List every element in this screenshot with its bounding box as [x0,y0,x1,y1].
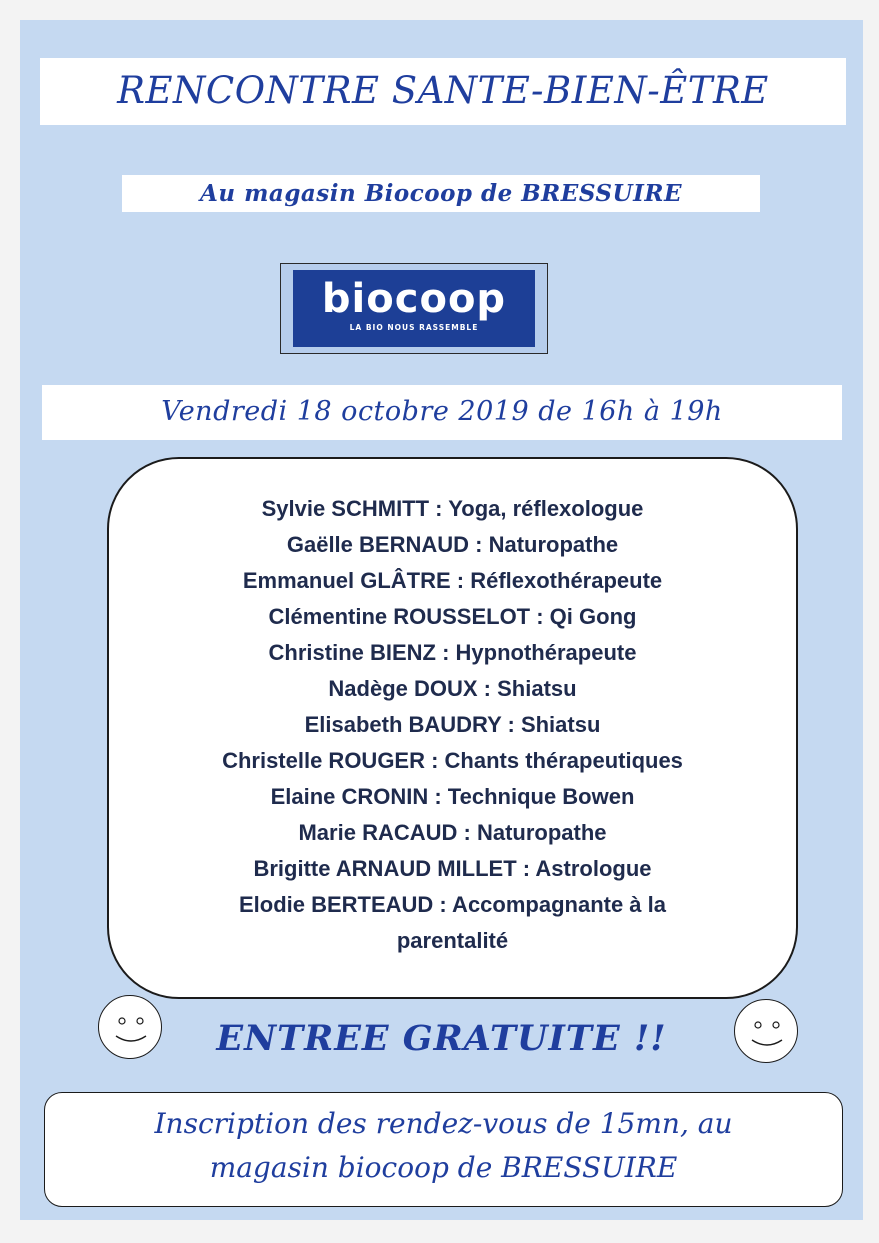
page-title: RENCONTRE SANTE-BIEN-ÊTRE [117,69,769,112]
practitioner-item: Sylvie SCHMITT : Yoga, réflexologue [261,496,644,521]
logo-tagline: LA BIO NOUS RASSEMBLE [349,323,479,332]
biocoop-logo [293,270,535,347]
registration-panel [44,1092,843,1207]
title-banner [40,58,846,125]
event-date: Vendredi 18 octobre 2019 de 16h à 19h [161,396,723,427]
practitioner-item: Nadège DOUX : Shiatsu [328,676,577,701]
logo-wordmark: biocoop [321,276,507,322]
smiley-face-icon [734,999,798,1063]
practitioner-item: Marie RACAUD : Naturopathe [298,820,607,845]
practitioners-list [109,491,796,959]
logo-frame [280,263,548,354]
practitioner-item: parentalité [396,928,509,953]
practitioner-item: Emmanuel GLÂTRE : Réflexothérapeute [242,568,663,593]
registration-line-2: magasin biocoop de BRESSUIRE [209,1151,678,1184]
practitioner-item: Christine BIENZ : Hypnothérapeute [268,640,637,665]
practitioner-item: Elodie BERTEAUD : Accompagnante à la [238,892,667,917]
practitioner-item: Clémentine ROUSSELOT : Qi Gong [268,604,637,629]
registration-line-1: Inscription des rendez-vous de 15mn, au [154,1107,733,1140]
subtitle-banner [122,175,760,212]
date-banner [42,385,842,440]
practitioner-item: Elisabeth BAUDRY : Shiatsu [304,712,601,737]
practitioners-panel [107,457,798,999]
practitioner-item: Christelle ROUGER : Chants thérapeutiques [222,748,683,773]
page-subtitle: Au magasin Biocoop de BRESSUIRE [200,180,682,207]
practitioner-item: Gaëlle BERNAUD : Naturopathe [286,532,619,557]
free-entry-label: ENTREE GRATUITE !! [216,1018,667,1059]
flyer-page [20,20,863,1220]
practitioner-item: Elaine CRONIN : Technique Bowen [270,784,635,809]
practitioner-item: Brigitte ARNAUD MILLET : Astrologue [253,856,652,881]
